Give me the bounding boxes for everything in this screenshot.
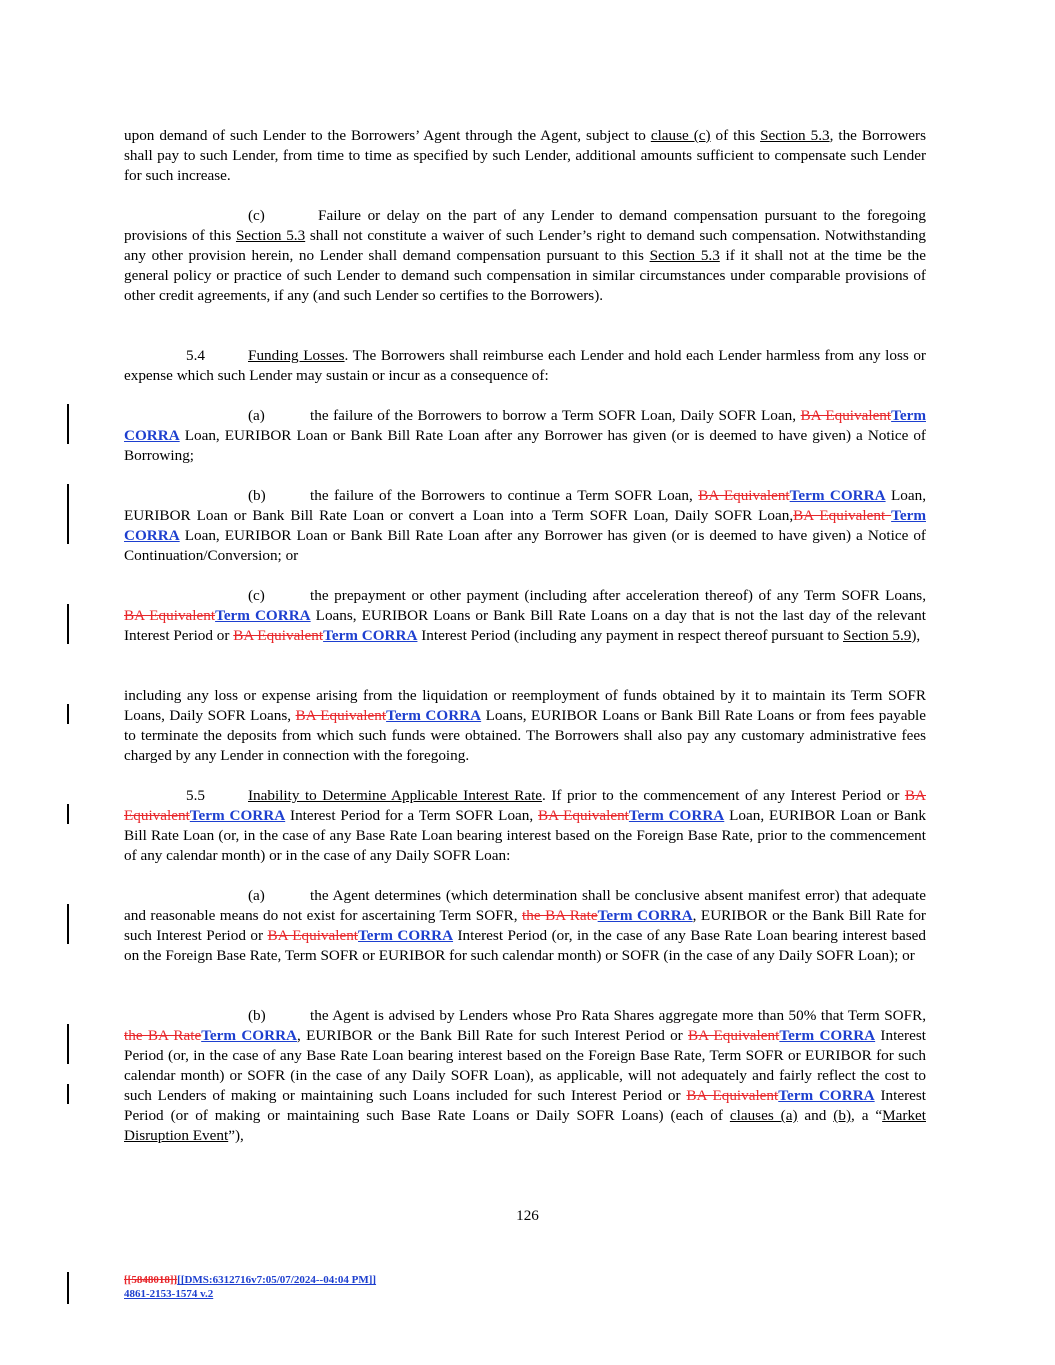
- section-number: 5.4: [186, 347, 205, 364]
- inserted-text: Term CORRA: [779, 1027, 876, 1044]
- deleted-text: BA Equivalent: [686, 1087, 779, 1104]
- section-heading: Funding Losses: [248, 347, 345, 364]
- inserted-text: Term CORRA: [201, 1027, 298, 1044]
- deleted-text: BA Equivalent: [233, 627, 324, 644]
- clause-reference: clauses (a): [729, 1107, 798, 1124]
- deleted-text: the BA Rate: [124, 1027, 202, 1044]
- inserted-text: Term CORRA: [124, 507, 926, 544]
- deleted-text: BA Equivalent: [793, 507, 892, 524]
- clause-number: (a): [248, 407, 265, 424]
- change-bar: [67, 1272, 69, 1304]
- section-number: 5.5: [186, 787, 205, 804]
- deleted-text: BA Equivalent: [124, 607, 216, 624]
- footer-deleted-id: [[5848018]]: [124, 1274, 178, 1286]
- inserted-text: Term CORRA: [789, 487, 886, 504]
- section-5-4: 5.4 Funding Losses. The Borrowers shall reimburse each Lender and hold each Lender harmless from any loss or expense which such Lender may sustain or incur as a consequence of:: [124, 347, 926, 384]
- clause-number: (a): [248, 887, 265, 904]
- paragraph-5-4-tail: including any loss or expense arising from the liquidation or reemployment of funds obtained by it to maintain its Term SOFR Loans, Daily SOFR Loans, BA EquivalentTerm CORRA Loans, EURIBOR Loans or Bank Bill Rate Loans or from fees payable to terminate the deposits from which such funds were obtained. The Borrowers shall also pay any customary administrative fees charged by any Lender in connection with the foregoing.: [124, 687, 926, 764]
- section-reference: Section 5.9: [843, 627, 912, 644]
- paragraph-5-5-a: (a) the Agent determines (which determination shall be conclusive absent manifest error) that adequate and reasonable means do not exist for ascertaining Term SOFR, the BA RateTerm CORRA, EURIBOR or the Bank Bill Rate for such Interest Period or BA EquivalentTerm CORRA Interest Period (or, in the case of any Base Rate Loan bearing interest based on the Foreign Base Rate, Term SOFR or EURIBOR for such calendar month) or SOFR (in the case of any Daily SOFR Loan); or: [124, 887, 926, 964]
- inserted-text: Term CORRA: [778, 1087, 875, 1104]
- inserted-text: Term CORRA: [124, 407, 926, 444]
- clause-reference: clause (c): [650, 127, 711, 144]
- change-bar: [67, 1084, 69, 1104]
- paragraph-5-3-c: (c) Failure or delay on the part of any Lender to demand compensation pursuant to the foregoing provisions of this Section 5.3 shall not constitute a waiver of such Lender’s right to demand such compensation. Notwithstanding any other provision herein, no Lender shall demand compensation pursuant to this Section 5.3 if it shall not at the time be the general policy or practice of such Lender to demand such compensation in similar circumstances under comparable provisions of other credit agreements, if any (and such Lender so certifies to the Borrowers).: [124, 207, 926, 304]
- deleted-text: BA Equivalent: [124, 787, 927, 824]
- deleted-text: BA Equivalent: [800, 407, 892, 424]
- page-number: 126: [516, 1207, 539, 1224]
- clause-number: (b): [248, 1007, 266, 1024]
- change-bar: [67, 904, 69, 944]
- clause-reference: (b): [833, 1107, 852, 1124]
- paragraph-5-4-a: (a) the failure of the Borrowers to borrow a Term SOFR Loan, Daily SOFR Loan, BA EquivalentTerm CORRA Loan, EURIBOR Loan or Bank Bill Rate Loan after any Borrower has given (or is deemed to have given) a Notice of Borrowing;: [124, 407, 926, 464]
- section-5-5: 5.5 Inability to Determine Applicable Interest Rate. If prior to the commencement of any Interest Period or BA EquivalentTerm CORRA Interest Period for a Term SOFR Loan, BA EquivalentTerm CORRA Loan, EURIBOR Loan or Bank Bill Rate Loan (or, in the case of any Base Rate Loan bearing interest based on the Foreign Base Rate, prior to the commencement of any calendar month) or in the case of any Daily SOFR Loan:: [124, 787, 927, 864]
- section-reference: Section 5.3: [649, 247, 720, 264]
- inserted-text: Term CORRA: [386, 707, 482, 724]
- change-bar: [67, 1024, 69, 1064]
- paragraph-5-4-c: (c) the prepayment or other payment (including after acceleration thereof) of any Term SOFR Loans, BA EquivalentTerm CORRA Loans, EURIBOR Loans or Bank Bill Rate Loans on a day that is not the last day of the relevant Interest Period or BA EquivalentTerm CORRA Interest Period (including any payment in respect thereof pursuant to Section 5.9),: [124, 587, 926, 644]
- footer-doc-number: 4861-2153-1574 v.2: [124, 1288, 214, 1300]
- inserted-text: Term CORRA: [215, 607, 311, 624]
- change-bar: [67, 604, 69, 644]
- change-bar: [67, 804, 69, 824]
- inserted-text: Term CORRA: [323, 627, 418, 644]
- inserted-text: Term CORRA: [628, 807, 725, 824]
- deleted-text: BA Equivalent: [267, 927, 359, 944]
- deleted-text: BA Equivalent: [688, 1027, 780, 1044]
- footer-dms-id: [[DMS:6312716v7:05/07/2024--04:04 PM]]: [177, 1274, 377, 1286]
- defined-term: Market Disruption Event: [124, 1107, 926, 1144]
- deleted-text: the BA Rate: [522, 907, 598, 924]
- paragraph-continuation: upon demand of such Lender to the Borrowers’ Agent through the Agent, subject to clause (c) of this Section 5.3, the Borrowers shall pay to such Lender, from time to time as specified by such Lender, additional amounts sufficient to compensate such Lender for such increase.: [124, 127, 926, 184]
- inserted-text: Term CORRA: [358, 927, 454, 944]
- clause-number: (c): [248, 207, 265, 224]
- section-heading: Inability to Determine Applicable Interest Rate: [248, 787, 543, 804]
- deleted-text: BA Equivalent: [698, 487, 790, 504]
- deleted-text: BA Equivalent: [295, 707, 387, 724]
- inserted-text: Term CORRA: [189, 807, 286, 824]
- section-reference: Section 5.3: [760, 127, 830, 144]
- inserted-text: Term CORRA: [597, 907, 693, 924]
- document-footer: [124, 1273, 376, 1301]
- paragraph-5-5-b: (b) the Agent is advised by Lenders whose Pro Rata Shares aggregate more than 50% that Term SOFR, the BA RateTerm CORRA, EURIBOR or the Bank Bill Rate for such Interest Period or BA EquivalentTerm CORRA Interest Period (or, in the case of any Base Rate Loan bearing interest based on the Foreign Base Rate, Term SOFR or EURIBOR for such calendar month) or SOFR (in the case of any Daily SOFR Loan), as applicable, will not adequately and fairly reflect the cost to such Lenders of making or maintaining such Loans included for such Interest Period or BA EquivalentTerm CORRA Interest Period (or of making or maintaining such Base Rate Loans or Daily SOFR Loans) (each of clauses (a) and (b), a “Market Disruption Event”),: [124, 1007, 927, 1144]
- change-bar: [67, 704, 69, 724]
- paragraph-5-4-b: (b) the failure of the Borrowers to continue a Term SOFR Loan, BA EquivalentTerm CORRA Loan, EURIBOR Loan or Bank Bill Rate Loan or convert a Loan into a Term SOFR Loan, Daily SOFR Loan,BA Equivalent Term CORRA Loan, EURIBOR Loan or Bank Bill Rate Loan after any Borrower has given (or is deemed to have given) a Notice of Continuation/Conversion; or: [124, 487, 926, 564]
- change-bar: [67, 484, 69, 544]
- clause-number: (b): [248, 487, 266, 504]
- clause-number: (c): [248, 587, 265, 604]
- change-bar: [67, 404, 69, 444]
- section-reference: Section 5.3: [235, 227, 306, 244]
- deleted-text: BA Equivalent: [538, 807, 629, 824]
